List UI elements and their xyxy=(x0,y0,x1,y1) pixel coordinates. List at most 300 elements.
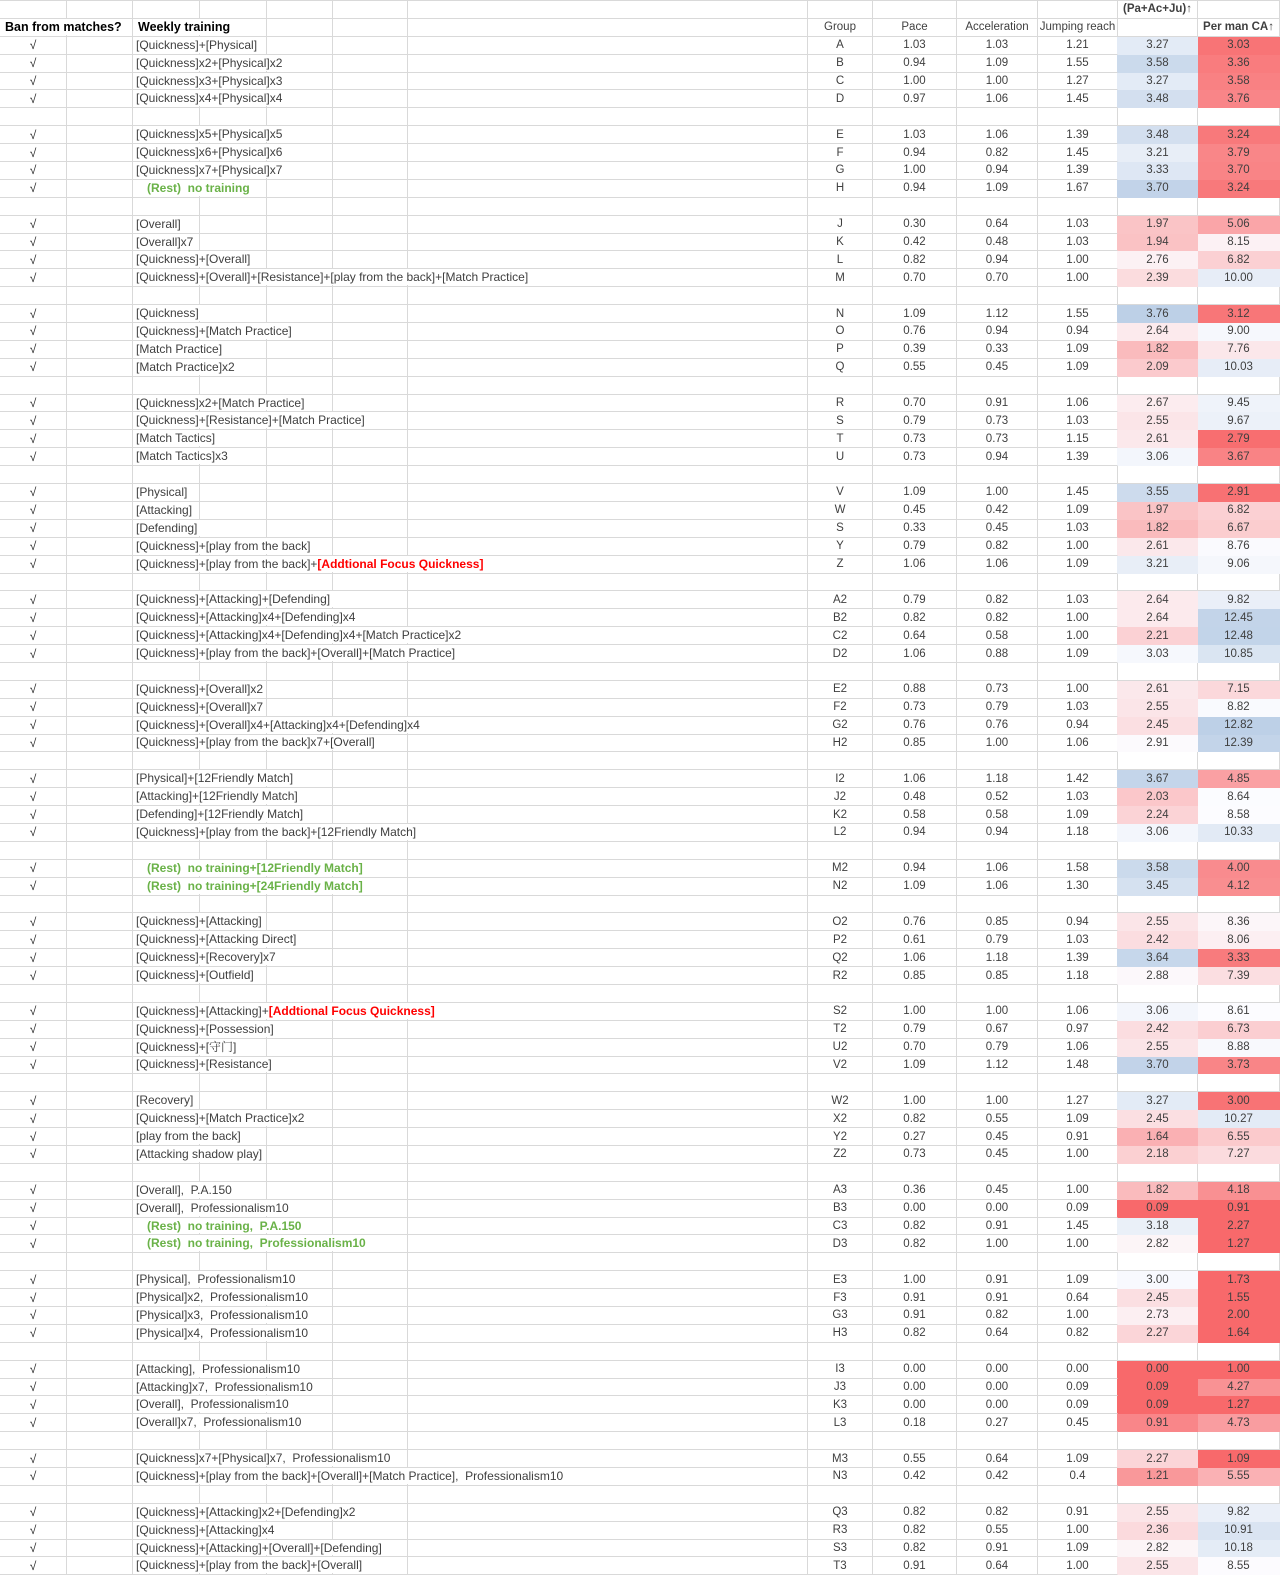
training-cell[interactable] xyxy=(133,591,331,609)
cell[interactable] xyxy=(67,1021,133,1039)
ban-check-cell[interactable] xyxy=(0,448,67,466)
overflow-cell[interactable] xyxy=(408,520,808,538)
ca-cell[interactable] xyxy=(1198,1486,1280,1504)
training-cell[interactable] xyxy=(133,448,228,466)
overflow-cell[interactable] xyxy=(200,198,267,216)
cell[interactable] xyxy=(67,591,133,609)
sum-cell[interactable]: 0.09 xyxy=(1118,1379,1198,1397)
ban-check-cell[interactable] xyxy=(0,73,67,91)
group-cell[interactable]: N xyxy=(808,305,873,323)
training-cell[interactable] xyxy=(133,198,200,216)
group-cell[interactable]: D xyxy=(808,90,873,108)
group-cell[interactable]: T xyxy=(808,430,873,448)
overflow-cell[interactable] xyxy=(408,90,808,108)
pace-cell[interactable]: 0.00 xyxy=(873,1379,957,1397)
sum-cell[interactable] xyxy=(1118,1164,1198,1182)
ca-cell[interactable]: 3.79 xyxy=(1198,144,1280,162)
ca-cell[interactable]: 2.79 xyxy=(1198,430,1280,448)
training-cell[interactable] xyxy=(133,1218,302,1236)
overflow-cell[interactable] xyxy=(408,108,808,126)
training-cell[interactable] xyxy=(133,1396,289,1414)
overflow-cell[interactable] xyxy=(408,1307,808,1325)
overflow-cell[interactable] xyxy=(408,395,808,413)
ban-check-cell[interactable] xyxy=(0,896,67,914)
cell[interactable] xyxy=(67,1289,133,1307)
group-cell[interactable]: G xyxy=(808,162,873,180)
acceleration-cell[interactable]: 0.91 xyxy=(957,395,1038,413)
sum-cell[interactable]: 2.45 xyxy=(1118,1110,1198,1128)
ban-check-cell[interactable] xyxy=(0,1468,67,1486)
group-cell[interactable]: P xyxy=(808,341,873,359)
ban-check-cell[interactable] xyxy=(0,180,67,198)
jumping-cell[interactable]: 1.27 xyxy=(1038,73,1118,91)
ca-cell[interactable] xyxy=(1198,198,1280,216)
ca-cell[interactable] xyxy=(1198,1343,1280,1361)
training-cell[interactable] xyxy=(133,1182,232,1200)
jumping-cell[interactable]: 0.09 xyxy=(1038,1200,1118,1218)
sum-cell[interactable]: 3.18 xyxy=(1118,1218,1198,1236)
group-cell[interactable]: V xyxy=(808,484,873,502)
ban-check-cell[interactable] xyxy=(0,108,67,126)
overflow-cell[interactable] xyxy=(267,752,333,770)
sum-cell[interactable]: 2.27 xyxy=(1118,1450,1198,1468)
sum-cell[interactable]: 3.58 xyxy=(1118,55,1198,73)
acceleration-cell[interactable]: 0.91 xyxy=(957,1218,1038,1236)
ban-check-cell[interactable] xyxy=(0,234,67,252)
jumping-cell[interactable]: 1.09 xyxy=(1038,1540,1118,1558)
sum-cell[interactable]: 1.82 xyxy=(1118,341,1198,359)
overflow-cell[interactable] xyxy=(408,878,808,896)
group-cell[interactable]: R2 xyxy=(808,967,873,985)
overflow-cell[interactable] xyxy=(408,645,808,663)
cell[interactable] xyxy=(67,287,133,305)
ca-cell[interactable]: 3.70 xyxy=(1198,162,1280,180)
acceleration-cell[interactable]: 1.18 xyxy=(957,770,1038,788)
acceleration-cell[interactable]: 0.88 xyxy=(957,645,1038,663)
ban-check-cell[interactable] xyxy=(0,251,67,269)
overflow-cell[interactable] xyxy=(408,896,808,914)
overflow-cell[interactable] xyxy=(333,37,408,55)
overflow-cell[interactable] xyxy=(408,1003,808,1021)
overflow-cell[interactable] xyxy=(333,1110,408,1128)
sum-cell[interactable] xyxy=(1118,1486,1198,1504)
overflow-cell[interactable] xyxy=(267,377,333,395)
overflow-cell[interactable] xyxy=(333,949,408,967)
acceleration-cell[interactable]: 0.82 xyxy=(957,538,1038,556)
overflow-cell[interactable] xyxy=(408,1486,808,1504)
jumping-cell[interactable]: 1.39 xyxy=(1038,162,1118,180)
jumping-column-header[interactable]: Jumping reach xyxy=(1038,19,1118,37)
overflow-cell[interactable] xyxy=(333,1289,408,1307)
sum-cell[interactable]: 0.09 xyxy=(1118,1200,1198,1218)
ban-check-cell[interactable] xyxy=(0,198,67,216)
jumping-cell[interactable]: 1.18 xyxy=(1038,824,1118,842)
sum-cell[interactable] xyxy=(1118,108,1198,126)
overflow-cell[interactable] xyxy=(408,1289,808,1307)
sum-cell[interactable]: 2.73 xyxy=(1118,1307,1198,1325)
acceleration-cell[interactable]: 0.00 xyxy=(957,1379,1038,1397)
cell[interactable] xyxy=(67,269,133,287)
group-cell[interactable]: M3 xyxy=(808,1450,873,1468)
overflow-cell[interactable] xyxy=(200,1486,267,1504)
overflow-cell[interactable] xyxy=(267,484,333,502)
ca-cell[interactable]: 9.82 xyxy=(1198,591,1280,609)
cell[interactable] xyxy=(67,1540,133,1558)
overflow-cell[interactable] xyxy=(200,287,267,305)
acceleration-cell[interactable]: 0.73 xyxy=(957,430,1038,448)
jumping-cell[interactable]: 1.09 xyxy=(1038,341,1118,359)
jumping-cell[interactable]: 1.15 xyxy=(1038,430,1118,448)
group-cell[interactable]: S2 xyxy=(808,1003,873,1021)
acceleration-cell[interactable]: 1.00 xyxy=(957,1092,1038,1110)
overflow-cell[interactable] xyxy=(408,126,808,144)
ca-cell[interactable]: 3.00 xyxy=(1198,1092,1280,1110)
cell[interactable] xyxy=(808,1,873,19)
sum-cell[interactable]: 0.00 xyxy=(1118,1361,1198,1379)
acceleration-cell[interactable] xyxy=(957,287,1038,305)
jumping-cell[interactable] xyxy=(1038,842,1118,860)
sum-cell[interactable]: 3.33 xyxy=(1118,162,1198,180)
cell[interactable] xyxy=(67,806,133,824)
jumping-cell[interactable] xyxy=(1038,1253,1118,1271)
acceleration-cell[interactable] xyxy=(957,1486,1038,1504)
acceleration-cell[interactable]: 1.00 xyxy=(957,735,1038,753)
cell[interactable] xyxy=(67,1,133,19)
cell[interactable] xyxy=(67,412,133,430)
training-cell[interactable] xyxy=(133,1307,309,1325)
acceleration-cell[interactable]: 0.82 xyxy=(957,609,1038,627)
ban-check-cell[interactable] xyxy=(0,645,67,663)
jumping-cell[interactable]: 0.91 xyxy=(1038,1128,1118,1146)
jumping-cell[interactable]: 1.06 xyxy=(1038,1003,1118,1021)
sum-cell[interactable]: 2.09 xyxy=(1118,359,1198,377)
overflow-cell[interactable] xyxy=(408,681,808,699)
ban-check-cell[interactable] xyxy=(0,341,67,359)
ca-cell[interactable]: 9.82 xyxy=(1198,1504,1280,1522)
pace-cell[interactable]: 0.91 xyxy=(873,1307,957,1325)
pace-cell[interactable]: 0.79 xyxy=(873,412,957,430)
group-cell[interactable]: T2 xyxy=(808,1021,873,1039)
overflow-cell[interactable] xyxy=(333,538,408,556)
overflow-cell[interactable] xyxy=(267,1039,333,1057)
cell[interactable] xyxy=(67,1307,133,1325)
overflow-cell[interactable] xyxy=(267,842,333,860)
overflow-cell[interactable] xyxy=(267,1146,333,1164)
overflow-cell[interactable] xyxy=(408,574,808,592)
pace-cell[interactable]: 1.09 xyxy=(873,305,957,323)
pace-cell[interactable]: 0.70 xyxy=(873,1039,957,1057)
pace-cell[interactable]: 1.00 xyxy=(873,73,957,91)
jumping-cell[interactable]: 1.30 xyxy=(1038,878,1118,896)
training-cell[interactable] xyxy=(133,55,283,73)
group-cell[interactable] xyxy=(808,574,873,592)
cell[interactable] xyxy=(67,538,133,556)
jumping-cell[interactable]: 1.09 xyxy=(1038,502,1118,520)
ca-cell[interactable]: 8.82 xyxy=(1198,699,1280,717)
ban-check-cell[interactable] xyxy=(0,860,67,878)
sum-cell[interactable] xyxy=(1118,574,1198,592)
overflow-cell[interactable] xyxy=(408,1182,808,1200)
overflow-cell[interactable] xyxy=(333,788,408,806)
ca-cell[interactable] xyxy=(1198,842,1280,860)
pace-cell[interactable]: 0.82 xyxy=(873,1218,957,1236)
training-cell[interactable] xyxy=(133,913,262,931)
group-cell[interactable]: E3 xyxy=(808,1271,873,1289)
overflow-cell[interactable] xyxy=(267,663,333,681)
group-cell[interactable]: I3 xyxy=(808,1361,873,1379)
overflow-cell[interactable] xyxy=(408,55,808,73)
pace-cell[interactable]: 0.73 xyxy=(873,430,957,448)
cell[interactable] xyxy=(67,359,133,377)
acceleration-cell[interactable]: 0.94 xyxy=(957,251,1038,269)
overflow-cell[interactable] xyxy=(200,216,267,234)
cell[interactable] xyxy=(67,770,133,788)
ban-check-cell[interactable] xyxy=(0,627,67,645)
jumping-cell[interactable]: 1.03 xyxy=(1038,591,1118,609)
acceleration-cell[interactable] xyxy=(957,466,1038,484)
overflow-cell[interactable] xyxy=(333,1325,408,1343)
overflow-cell[interactable] xyxy=(333,180,408,198)
cell[interactable] xyxy=(67,37,133,55)
pace-cell[interactable]: 0.76 xyxy=(873,717,957,735)
overflow-cell[interactable] xyxy=(333,1200,408,1218)
pace-cell[interactable]: 0.73 xyxy=(873,1146,957,1164)
overflow-cell[interactable] xyxy=(267,896,333,914)
overflow-cell[interactable] xyxy=(408,430,808,448)
cell[interactable] xyxy=(67,967,133,985)
ban-check-cell[interactable] xyxy=(0,1218,67,1236)
jumping-cell[interactable]: 1.03 xyxy=(1038,234,1118,252)
ban-check-cell[interactable] xyxy=(0,1504,67,1522)
ca-cell[interactable]: 3.33 xyxy=(1198,949,1280,967)
training-cell[interactable] xyxy=(133,770,294,788)
overflow-cell[interactable] xyxy=(200,1164,267,1182)
overflow-cell[interactable] xyxy=(200,1253,267,1271)
sum-cell[interactable]: 2.64 xyxy=(1118,591,1198,609)
overflow-cell[interactable] xyxy=(408,1450,808,1468)
jumping-cell[interactable]: 0.82 xyxy=(1038,1325,1118,1343)
acceleration-cell[interactable]: 0.67 xyxy=(957,1021,1038,1039)
training-cell[interactable] xyxy=(133,1361,301,1379)
acceleration-cell[interactable]: 0.79 xyxy=(957,699,1038,717)
acceleration-cell[interactable]: 1.00 xyxy=(957,1003,1038,1021)
training-cell[interactable] xyxy=(133,538,311,556)
group-cell[interactable] xyxy=(808,1253,873,1271)
ban-check-cell[interactable] xyxy=(0,681,67,699)
pace-cell[interactable]: 0.94 xyxy=(873,144,957,162)
cell[interactable] xyxy=(67,824,133,842)
cell[interactable] xyxy=(67,663,133,681)
training-cell[interactable] xyxy=(133,1414,302,1432)
pace-cell[interactable]: 0.97 xyxy=(873,90,957,108)
acceleration-cell[interactable]: 0.91 xyxy=(957,1540,1038,1558)
ca-cell[interactable]: 1.09 xyxy=(1198,1450,1280,1468)
overflow-cell[interactable] xyxy=(333,574,408,592)
overflow-cell[interactable] xyxy=(408,663,808,681)
jumping-cell[interactable] xyxy=(1038,663,1118,681)
sum-cell[interactable] xyxy=(1118,287,1198,305)
cell[interactable] xyxy=(67,1450,133,1468)
cell[interactable] xyxy=(67,502,133,520)
group-cell[interactable]: E2 xyxy=(808,681,873,699)
acceleration-cell[interactable]: 1.06 xyxy=(957,90,1038,108)
acceleration-cell[interactable]: 0.48 xyxy=(957,234,1038,252)
ban-check-cell[interactable] xyxy=(0,269,67,287)
ca-cell[interactable]: 8.06 xyxy=(1198,931,1280,949)
pace-cell[interactable] xyxy=(873,663,957,681)
pace-cell[interactable]: 0.58 xyxy=(873,806,957,824)
training-cell[interactable] xyxy=(133,341,223,359)
jumping-cell[interactable]: 1.00 xyxy=(1038,1307,1118,1325)
acceleration-cell[interactable]: 1.12 xyxy=(957,1057,1038,1075)
cell[interactable] xyxy=(67,1486,133,1504)
ca-cell[interactable] xyxy=(1198,108,1280,126)
ban-check-cell[interactable] xyxy=(0,1110,67,1128)
ca-cell[interactable] xyxy=(1198,1253,1280,1271)
jumping-cell[interactable]: 1.06 xyxy=(1038,395,1118,413)
group-cell[interactable]: R3 xyxy=(808,1522,873,1540)
sum-cell[interactable]: 3.21 xyxy=(1118,556,1198,574)
ban-check-cell[interactable] xyxy=(0,556,67,574)
overflow-cell[interactable] xyxy=(267,1021,333,1039)
overflow-cell[interactable] xyxy=(408,1110,808,1128)
sum-cell[interactable]: 3.06 xyxy=(1118,824,1198,842)
sum-cell[interactable] xyxy=(1118,1253,1198,1271)
sum-cell[interactable] xyxy=(1118,896,1198,914)
training-cell[interactable] xyxy=(133,1289,309,1307)
jumping-cell[interactable] xyxy=(1038,574,1118,592)
jumping-cell[interactable]: 1.00 xyxy=(1038,609,1118,627)
sum-cell[interactable]: 1.64 xyxy=(1118,1128,1198,1146)
acceleration-cell[interactable]: 0.55 xyxy=(957,1110,1038,1128)
overflow-cell[interactable] xyxy=(333,90,408,108)
ban-check-cell[interactable] xyxy=(0,752,67,770)
overflow-cell[interactable] xyxy=(200,1092,267,1110)
training-cell[interactable] xyxy=(133,520,200,538)
overflow-cell[interactable] xyxy=(408,842,808,860)
group-cell[interactable]: H3 xyxy=(808,1325,873,1343)
pace-cell[interactable]: 0.94 xyxy=(873,55,957,73)
sum-cell[interactable]: 1.94 xyxy=(1118,234,1198,252)
overflow-cell[interactable] xyxy=(267,699,333,717)
cell[interactable] xyxy=(67,1218,133,1236)
pace-cell[interactable]: 1.00 xyxy=(873,162,957,180)
ca-cell[interactable]: 4.73 xyxy=(1198,1414,1280,1432)
group-cell[interactable] xyxy=(808,1074,873,1092)
overflow-cell[interactable] xyxy=(333,770,408,788)
pace-cell[interactable]: 0.42 xyxy=(873,1468,957,1486)
jumping-cell[interactable]: 0.91 xyxy=(1038,1504,1118,1522)
group-cell[interactable]: N2 xyxy=(808,878,873,896)
pace-cell[interactable]: 0.82 xyxy=(873,609,957,627)
jumping-cell[interactable]: 1.09 xyxy=(1038,1271,1118,1289)
overflow-cell[interactable] xyxy=(408,1343,808,1361)
ban-check-cell[interactable] xyxy=(0,1253,67,1271)
jumping-cell[interactable]: 1.39 xyxy=(1038,126,1118,144)
ban-check-cell[interactable] xyxy=(0,574,67,592)
training-cell[interactable] xyxy=(133,1343,200,1361)
sum-cell[interactable] xyxy=(1118,466,1198,484)
training-cell[interactable] xyxy=(133,1450,391,1468)
jumping-cell[interactable] xyxy=(1038,108,1118,126)
group-cell[interactable]: C3 xyxy=(808,1218,873,1236)
sum-cell[interactable]: 2.55 xyxy=(1118,913,1198,931)
jumping-cell[interactable]: 1.09 xyxy=(1038,1450,1118,1468)
acceleration-cell[interactable]: 1.18 xyxy=(957,949,1038,967)
group-cell[interactable]: Z2 xyxy=(808,1146,873,1164)
cell[interactable] xyxy=(67,1379,133,1397)
overflow-cell[interactable] xyxy=(333,985,408,1003)
ca-cell[interactable]: 10.03 xyxy=(1198,359,1280,377)
ban-check-cell[interactable] xyxy=(0,1414,67,1432)
cell[interactable] xyxy=(67,717,133,735)
sum-cell[interactable]: 2.27 xyxy=(1118,1325,1198,1343)
sum-cell[interactable] xyxy=(1118,1074,1198,1092)
ca-cell[interactable] xyxy=(1198,377,1280,395)
ca-cell[interactable]: 4.27 xyxy=(1198,1379,1280,1397)
overflow-cell[interactable] xyxy=(333,1021,408,1039)
group-cell[interactable]: K3 xyxy=(808,1396,873,1414)
overflow-cell[interactable] xyxy=(408,735,808,753)
overflow-cell[interactable] xyxy=(333,108,408,126)
ca-cell[interactable]: 5.06 xyxy=(1198,216,1280,234)
ca-cell[interactable]: 12.39 xyxy=(1198,735,1280,753)
overflow-cell[interactable] xyxy=(200,752,267,770)
overflow-cell[interactable] xyxy=(408,913,808,931)
ca-cell[interactable]: 12.82 xyxy=(1198,717,1280,735)
cell[interactable] xyxy=(67,1110,133,1128)
pace-cell[interactable]: 1.06 xyxy=(873,645,957,663)
pace-cell[interactable]: 0.79 xyxy=(873,538,957,556)
overflow-cell[interactable] xyxy=(333,520,408,538)
training-cell[interactable] xyxy=(133,717,420,735)
ban-check-cell[interactable] xyxy=(0,395,67,413)
jumping-cell[interactable]: 0.00 xyxy=(1038,1361,1118,1379)
acceleration-cell[interactable] xyxy=(957,108,1038,126)
training-cell[interactable] xyxy=(133,108,200,126)
overflow-cell[interactable] xyxy=(333,216,408,234)
overflow-cell[interactable] xyxy=(333,305,408,323)
group-cell[interactable]: Q xyxy=(808,359,873,377)
pace-cell[interactable] xyxy=(873,1486,957,1504)
cell[interactable] xyxy=(333,19,408,37)
overflow-cell[interactable] xyxy=(333,1253,408,1271)
jumping-cell[interactable]: 1.09 xyxy=(1038,359,1118,377)
ca-cell[interactable]: 8.88 xyxy=(1198,1039,1280,1057)
ca-cell[interactable]: 1.00 xyxy=(1198,1361,1280,1379)
overflow-cell[interactable] xyxy=(408,717,808,735)
training-cell[interactable] xyxy=(133,1074,200,1092)
sum-cell[interactable]: 3.27 xyxy=(1118,73,1198,91)
acceleration-cell[interactable]: 0.94 xyxy=(957,162,1038,180)
group-cell[interactable] xyxy=(808,1486,873,1504)
ban-check-cell[interactable] xyxy=(0,1450,67,1468)
acceleration-cell[interactable]: 0.42 xyxy=(957,502,1038,520)
acceleration-cell[interactable]: 0.58 xyxy=(957,627,1038,645)
group-cell[interactable]: X2 xyxy=(808,1110,873,1128)
overflow-cell[interactable] xyxy=(408,412,808,430)
overflow-cell[interactable] xyxy=(200,502,267,520)
training-cell[interactable] xyxy=(133,842,200,860)
ban-check-cell[interactable] xyxy=(0,1307,67,1325)
cell[interactable] xyxy=(67,1146,133,1164)
overflow-cell[interactable] xyxy=(408,752,808,770)
pace-cell[interactable]: 0.70 xyxy=(873,269,957,287)
overflow-cell[interactable] xyxy=(333,198,408,216)
acceleration-cell[interactable] xyxy=(957,1074,1038,1092)
cell[interactable] xyxy=(67,144,133,162)
training-cell[interactable] xyxy=(133,234,200,252)
